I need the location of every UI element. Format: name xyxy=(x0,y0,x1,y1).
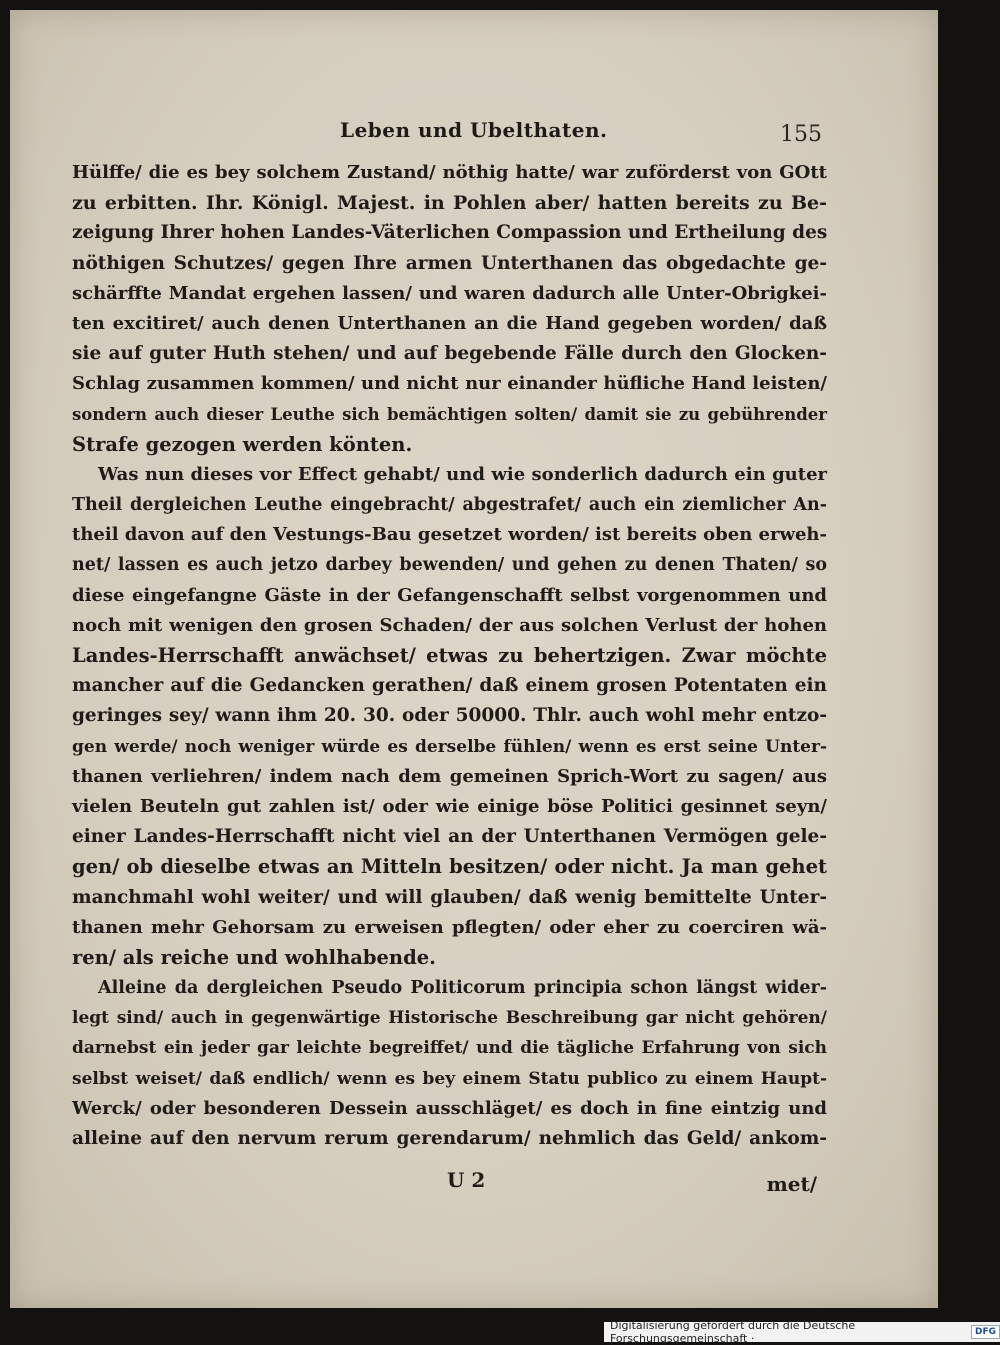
signature-mark: U 2 xyxy=(447,1168,486,1192)
text-line: geringes sey/ wann ihm 20. 30. oder 50000. Thlr. auch wohl mehr entzo- xyxy=(72,705,827,727)
text-line: manchmahl wohl weiter/ und will glauben/ daß wenig bemittelte Unter- xyxy=(72,886,827,908)
text-line: theil davon auf den Vestungs-Bau gesetzet worden/ ist bereits oben erweh- xyxy=(72,524,827,546)
text-line: darnebst ein jeder gar leichte begreiffet/ und die tägliche Erfahrung von sich xyxy=(72,1038,827,1059)
body-text xyxy=(72,158,827,1154)
text-line: einer Landes-Herrschafft nicht viel an der Unterthanen Vermögen gele- xyxy=(72,826,827,848)
text-line: Werck/ oder besonderen Dessein ausschläget/ es doch in fine eintzig und xyxy=(72,1097,827,1119)
text-line: thanen verliehren/ indem nach dem gemeinen Sprich-Wort zu sagen/ aus xyxy=(72,765,827,787)
text-line: gen werde/ noch weniger würde es derselbe fühlen/ wenn es erst seine Unter- xyxy=(72,736,827,757)
text-line: sondern auch dieser Leuthe sich bemächtigen solten/ damit sie zu gebührender xyxy=(72,404,827,424)
text-line: ren/ als reiche und wohlhabende. xyxy=(72,945,436,969)
running-head: Leben und Ubelthaten. xyxy=(340,118,608,142)
catchword: met/ xyxy=(766,1172,817,1196)
text-line: Was nun dieses vor Effect gehabt/ und wie sonderlich dadurch ein guter xyxy=(98,463,827,485)
book-page xyxy=(10,10,938,1308)
text-line: sie auf guter Huth stehen/ und auf begebende Fälle durch den Glocken- xyxy=(72,343,827,365)
credit-text: Digitalisierung gefördert durch die Deutsche Forschungsgemeinschaft · xyxy=(610,1319,856,1345)
catchword-line xyxy=(72,1168,827,1198)
text-line: net/ lassen es auch jetzo darbey bewenden/ und gehen zu denen Thaten/ so xyxy=(72,555,827,576)
text-line: Theil dergleichen Leuthe eingebracht/ abgestrafet/ auch ein ziemlicher An- xyxy=(72,495,827,516)
text-line: diese eingefangne Gäste in der Gefangenschafft selbst vorgenommen und xyxy=(72,584,827,606)
text-line: selbst weiset/ daß endlich/ wenn es bey einem Statu publico zu einem Haupt- xyxy=(72,1068,827,1089)
text-line: thanen mehr Gehorsam zu erweisen pflegten/ oder eher zu coerciren wä- xyxy=(72,916,827,938)
text-line: ten excitiret/ auch denen Unterthanen an die Hand gegeben worden/ daß xyxy=(72,312,827,334)
text-line: Alleine da dergleichen Pseudo Politicorum principia schon längst wider- xyxy=(98,978,827,999)
text-line: Hülffe/ die es bey solchem Zustand/ nöthig hatte/ war zuförderst von GOtt xyxy=(72,162,827,183)
text-line: gen/ ob dieselbe etwas an Mitteln besitzen/ oder nicht. Ja man gehet xyxy=(72,855,827,879)
text-line: zeigung Ihrer hohen Landes-Väterlichen Compassion und Ertheilung des xyxy=(72,222,828,244)
dfg-logo: DFG xyxy=(971,1325,1000,1339)
text-line: Landes-Herrschafft anwächset/ etwas zu behertzigen. Zwar möchte xyxy=(72,644,827,667)
text-line: schärffte Mandat ergehen lassen/ und waren dadurch alle Unter-Obrigkei- xyxy=(72,282,827,304)
text-line: zu erbitten. Ihr. Königl. Majest. in Pohlen aber/ hatten bereits zu Be- xyxy=(72,192,827,215)
text-line: noch mit wenigen den grosen Schaden/ der aus solchen Verlust der hohen xyxy=(72,614,827,636)
text-line: legt sind/ auch in gegenwärtige Historische Beschreibung gar nicht gehören/ xyxy=(72,1008,827,1029)
text-line: mancher auf die Gedancken gerathen/ daß einem grosen Potentaten ein xyxy=(72,675,827,697)
digitization-credit xyxy=(604,1319,1000,1345)
text-line: Strafe gezogen werden könten. xyxy=(72,432,413,456)
text-line: Schlag zusammen kommen/ und nicht nur einander hüfliche Hand leisten/ xyxy=(72,373,827,395)
page-number: 155 xyxy=(780,122,822,147)
text-line: nöthigen Schutzes/ gegen Ihre armen Unterthanen das obgedachte ge- xyxy=(72,252,827,274)
text-line: vielen Beuteln gut zahlen ist/ oder wie einige böse Politici gesinnet seyn/ xyxy=(72,795,827,817)
text-line: alleine auf den nervum rerum gerendarum/ nehmlich das Geld/ ankom- xyxy=(72,1128,827,1149)
